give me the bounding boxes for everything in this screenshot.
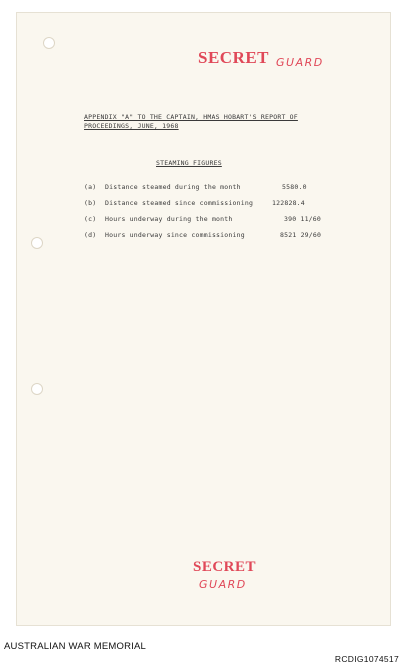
item-value: 390 11/60 (284, 215, 322, 223)
guard-handwriting-bottom: GUARD (199, 578, 247, 591)
item-marker: (c) (84, 215, 97, 223)
institution-label: AUSTRALIAN WAR MEMORIAL (4, 641, 147, 652)
item-marker: (d) (84, 231, 97, 239)
item-label: Distance steamed since commissioning (105, 199, 254, 207)
punch-hole-bottom (31, 383, 43, 395)
secret-stamp-bottom: SECRET (193, 559, 257, 575)
appendix-heading-line2: PROCEEDINGS, JUNE, 1968 (84, 122, 179, 130)
punch-hole-top (43, 37, 55, 49)
guard-handwriting-top: GUARD (276, 56, 324, 69)
reference-number: RCDIG1074517 (334, 654, 399, 664)
appendix-heading-line1: APPENDIX "A" TO THE CAPTAIN, HMAS HOBART'S REPORT OF (84, 113, 298, 121)
item-marker: (a) (84, 183, 97, 191)
item-label: Distance steamed during the month (105, 183, 241, 191)
item-label: Hours underway during the month (105, 215, 233, 223)
item-value: 5580.0 (282, 183, 307, 191)
item-label: Hours underway since commissioning (105, 231, 245, 239)
item-value: 122828.4 (272, 199, 305, 207)
section-title: STEAMING FIGURES (156, 159, 222, 167)
secret-stamp-top: SECRET (198, 48, 270, 67)
document-page (16, 12, 391, 626)
item-value: 8521 29/60 (280, 231, 322, 239)
punch-hole-middle (31, 237, 43, 249)
item-marker: (b) (84, 199, 97, 207)
